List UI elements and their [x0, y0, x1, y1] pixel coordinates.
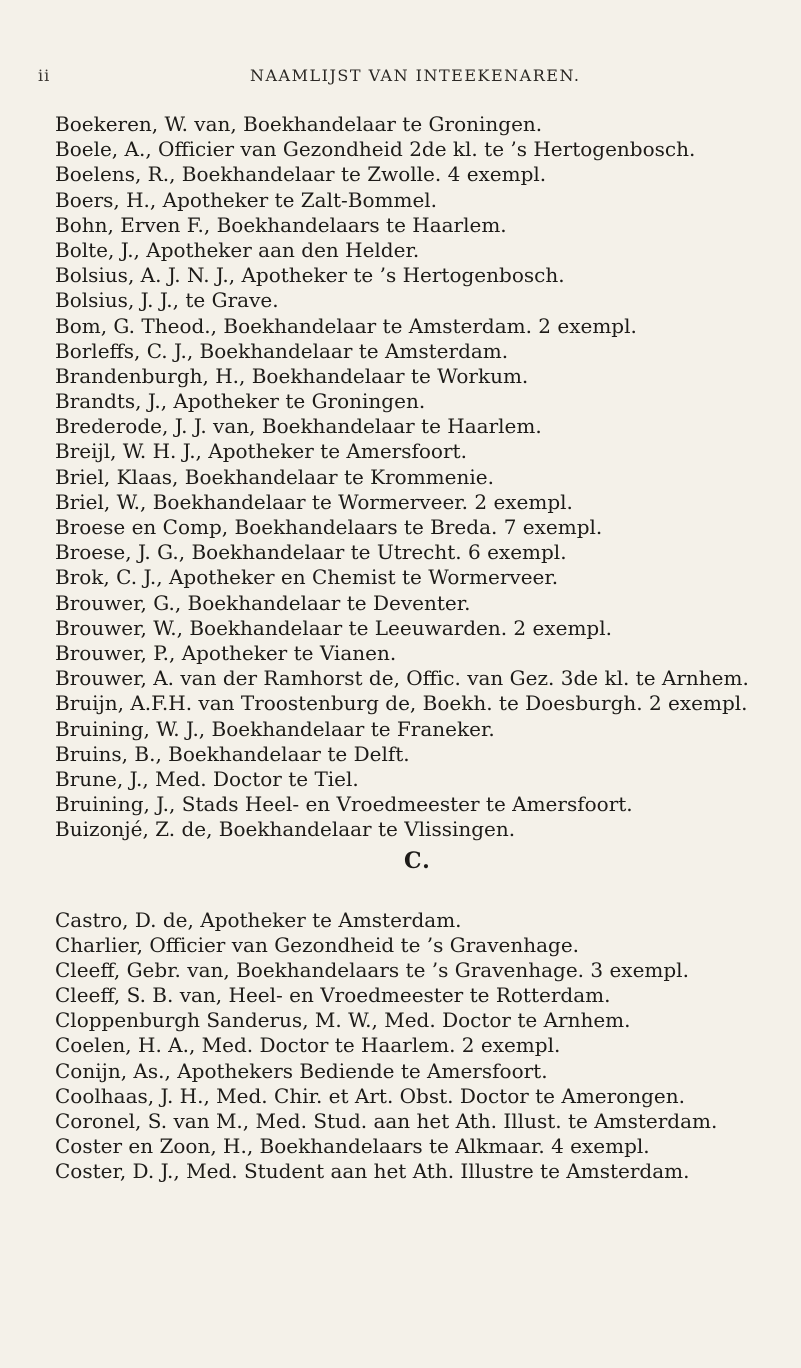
subscriber-entry: Coster, D. J., Med. Student aan het Ath. Illustre te Amsterdam. — [55, 1158, 690, 1183]
subscriber-entry: Coolhaas, J. H., Med. Chir. et Art. Obst. Doctor te Amerongen. — [55, 1083, 685, 1108]
subscriber-entry: Brandts, J., Apotheker te Groningen. — [55, 389, 426, 414]
subscriber-entry: Bruijn, A.F.H. van Troostenburg de, Boekh. te Doesburgh. 2 exempl. — [55, 691, 748, 716]
subscriber-entry: Bruining, W. J., Boekhandelaar te Franeker. — [55, 716, 495, 741]
subscriber-entry: Broese, J. G., Boekhandelaar te Utrecht. 6 exempl. — [55, 540, 567, 565]
subscriber-entry: Charlier, Officier van Gezondheid te ’s Gravenhage. — [55, 933, 580, 958]
subscriber-entry: Brouwer, W., Boekhandelaar te Leeuwarden. 2 exempl. — [55, 615, 612, 640]
subscriber-entry: Briel, Klaas, Boekhandelaar te Krommenie. — [55, 464, 494, 489]
subscriber-list-c — [55, 908, 800, 1184]
subscriber-entry: Boele, A., Officier van Gezondheid 2de kl. te ’s Hertogenbosch. — [55, 137, 696, 162]
page-number: ii — [38, 66, 51, 85]
subscriber-entry: Bolsius, J. J., te Grave. — [55, 288, 279, 313]
subscriber-entry: Coelen, H. A., Med. Doctor te Haarlem. 2 exempl. — [55, 1033, 561, 1058]
running-title: NAAMLIJST VAN INTEEKENAREN. — [250, 66, 581, 85]
subscriber-entry: Cloppenburgh Sanderus, M. W., Med. Doctor te Arnhem. — [55, 1008, 631, 1033]
subscriber-entry: Buizonjé, Z. de, Boekhandelaar te Vlissingen. — [55, 817, 516, 842]
subscriber-entry: Castro, D. de, Apotheker te Amsterdam. — [55, 908, 462, 932]
section-heading-c: C. — [404, 848, 431, 874]
subscriber-entry: Brouwer, P., Apotheker te Vianen. — [55, 640, 397, 665]
subscriber-entry: Coster en Zoon, H., Boekhandelaars te Alkmaar. 4 exempl. — [55, 1133, 650, 1158]
subscriber-entry: Bolte, J., Apotheker aan den Helder. — [55, 237, 420, 262]
subscriber-entry: Bom, G. Theod., Boekhandelaar te Amsterdam. 2 exempl. — [55, 313, 637, 338]
subscriber-entry: Brederode, J. J. van, Boekhandelaar te Haarlem. — [55, 414, 542, 439]
subscriber-entry: Cleeff, Gebr. van, Boekhandelaars te ’s Gravenhage. 3 exempl. — [55, 958, 689, 983]
subscriber-entry: Brouwer, A. van der Ramhorst de, Offic. van Gez. 3de kl. te Arnhem. — [55, 666, 749, 691]
subscriber-entry: Boekeren, W. van, Boekhandelaar te Groningen. — [55, 112, 543, 136]
subscriber-entry: Bruining, J., Stads Heel- en Vroedmeester te Amersfoort. — [55, 792, 633, 817]
subscriber-entry: Brouwer, G., Boekhandelaar te Deventer. — [55, 590, 471, 615]
subscriber-entry: Bruins, B., Boekhandelaar te Delft. — [55, 741, 410, 766]
subscriber-entry: Briel, W., Boekhandelaar te Wormerveer. 2 exempl. — [55, 489, 573, 514]
subscriber-entry: Cleeff, S. B. van, Heel- en Vroedmeester te Rotterdam. — [55, 983, 611, 1008]
subscriber-entry: Brok, C. J., Apotheker en Chemist te Wormerveer. — [55, 565, 559, 590]
subscriber-entry: Broese en Comp, Boekhandelaars te Breda. 7 exempl. — [55, 515, 603, 539]
subscriber-entry: Boelens, R., Boekhandelaar te Zwolle. 4 exempl. — [55, 162, 547, 187]
subscriber-entry: Bohn, Erven F., Boekhandelaars te Haarlem. — [55, 212, 507, 237]
subscriber-entry: Brune, J., Med. Doctor te Tiel. — [55, 766, 359, 791]
subscriber-entry: Conijn, As., Apothekers Bediende te Amersfoort. — [55, 1058, 548, 1083]
subscriber-entry: Bolsius, A. J. N. J., Apotheker te ’s Hertogenbosch. — [55, 263, 565, 288]
subscriber-entry: Coronel, S. van M., Med. Stud. aan het Ath. Illust. te Amsterdam. — [55, 1108, 718, 1133]
subscriber-entry: Brandenburgh, H., Boekhandelaar te Workum. — [55, 363, 529, 388]
subscriber-entry: Borleffs, C. J., Boekhandelaar te Amsterdam. — [55, 338, 509, 363]
subscriber-entry: Breijl, W. H. J., Apotheker te Amersfoort. — [55, 439, 467, 464]
subscriber-entry: Boers, H., Apotheker te Zalt-Bommel. — [55, 187, 438, 212]
subscriber-list-b — [55, 112, 800, 842]
